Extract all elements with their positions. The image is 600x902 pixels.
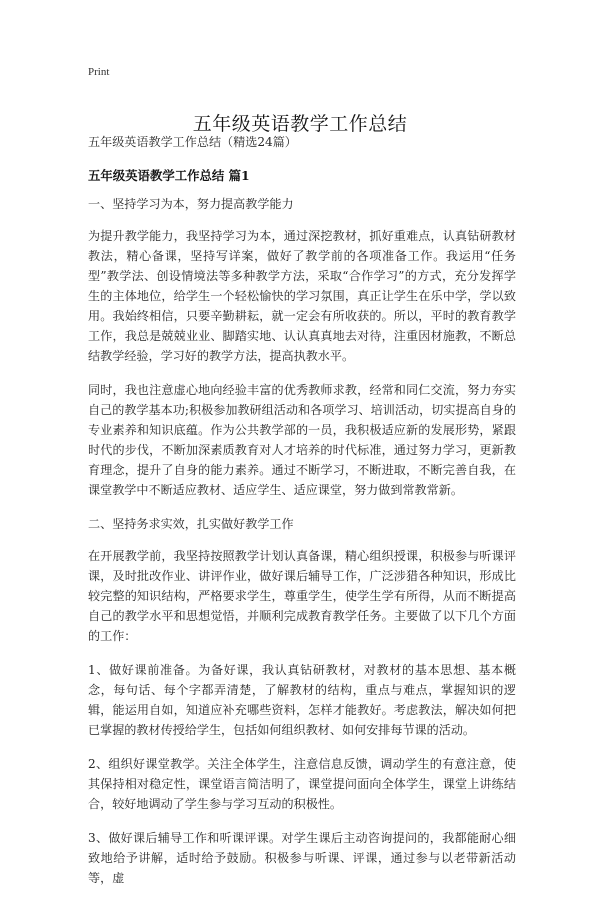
document-title: 五年级英语教学工作总结 (192, 112, 408, 135)
document-subtitle: 五年级英语教学工作总结（精选24篇） (88, 135, 297, 149)
paragraph-6: 3、做好课后辅导工作和听课评课。对学生课后主动咨询提问的，我都能耐心细致地给予讲解，适时给予鼓励。积极参与听课、评课，通过参与以老带新活动等，虚 (88, 831, 516, 885)
paragraph-3: 在开展教学前，我坚持按照教学计划认真备课，精心组织授课，积极参与听课评课，及时批改作业、讲评作业，做好课后辅导工作，广泛涉猎各种知识，形成比较完整的知识结构，严格要求学生，尊重学生，使学生学有所得，从而不断提高自己的教学水平和思想觉悟，并顺利完成教育教学任务。主要做了以下几个方面的工作： (88, 549, 516, 643)
paragraph-2: 同时，我也注意虚心地向经验丰富的优秀教师求教，经常和同仁交流，努力夯实自己的教学基本功;积极参加教研组活动和各项学习、培训活动，切实提高自身的专业素养和知识底蕴。作为公共教学部的一员，我积极适应新的发展形势，紧跟时代的步伐，不断加深素质教育对人才培养的时代标准，通过努力学习，更新教育理念，提升了自身的能力素养。通过不断学习，不断进取，不断完善自我，在课堂教学中不断适应教材、适应学生、适应课堂，努力做到常教常新。 (88, 383, 516, 497)
paragraph-5: 2、组织好课堂教学。关注全体学生，注意信息反馈，调动学生的有意注意，使其保持相对稳定性，课堂语言简洁明了，课堂提问面向全体学生，课堂上讲练结合，较好地调动了学生参与学习互动的积极性。 (88, 757, 516, 811)
paragraph-4: 1、做好课前准备。为备好课，我认真钻研教材，对教材的基本思想、基本概念，每句话、每个字都弄清楚，了解教材的结构，重点与难点，掌握知识的逻辑，能运用自如，知道应补充哪些资料，怎样才能教好。考虑教法，解决如何把已掌握的教材传授给学生，包括如何组织教材、如何安排每节课的活动。 (88, 663, 516, 737)
print-link[interactable]: Print (88, 66, 110, 78)
document-body (88, 132, 516, 902)
paragraph-1: 为提升教学能力，我坚持学习为本，通过深挖教材，抓好重难点，认真钻研教材教法，精心备课，坚持写详案，做好了教学前的各项准备工作。我运用“任务型”教学法、创设情境法等多种教学方法，采取“合作学习”的方式，充分发挥学生的主体地位，给学生一个轻松愉快的学习氛围，真正让学生在乐中学，学以致用。我始终相信，只要辛勤耕耘，就一定会有所收获的。所以，平时的教育教学工作，我总是兢兢业业、脚踏实地、认认真真地去对待，注重因材施教，不断总结教学经验，学习好的教学方法，提高执教水平。 (88, 229, 516, 363)
point-heading-1: 一、坚持学习为本，努力提高教学能力 (88, 197, 294, 211)
section-heading: 五年级英语教学工作总结 篇1 (88, 168, 250, 183)
point-heading-2: 二、坚持务求实效，扎实做好教学工作 (88, 517, 294, 531)
